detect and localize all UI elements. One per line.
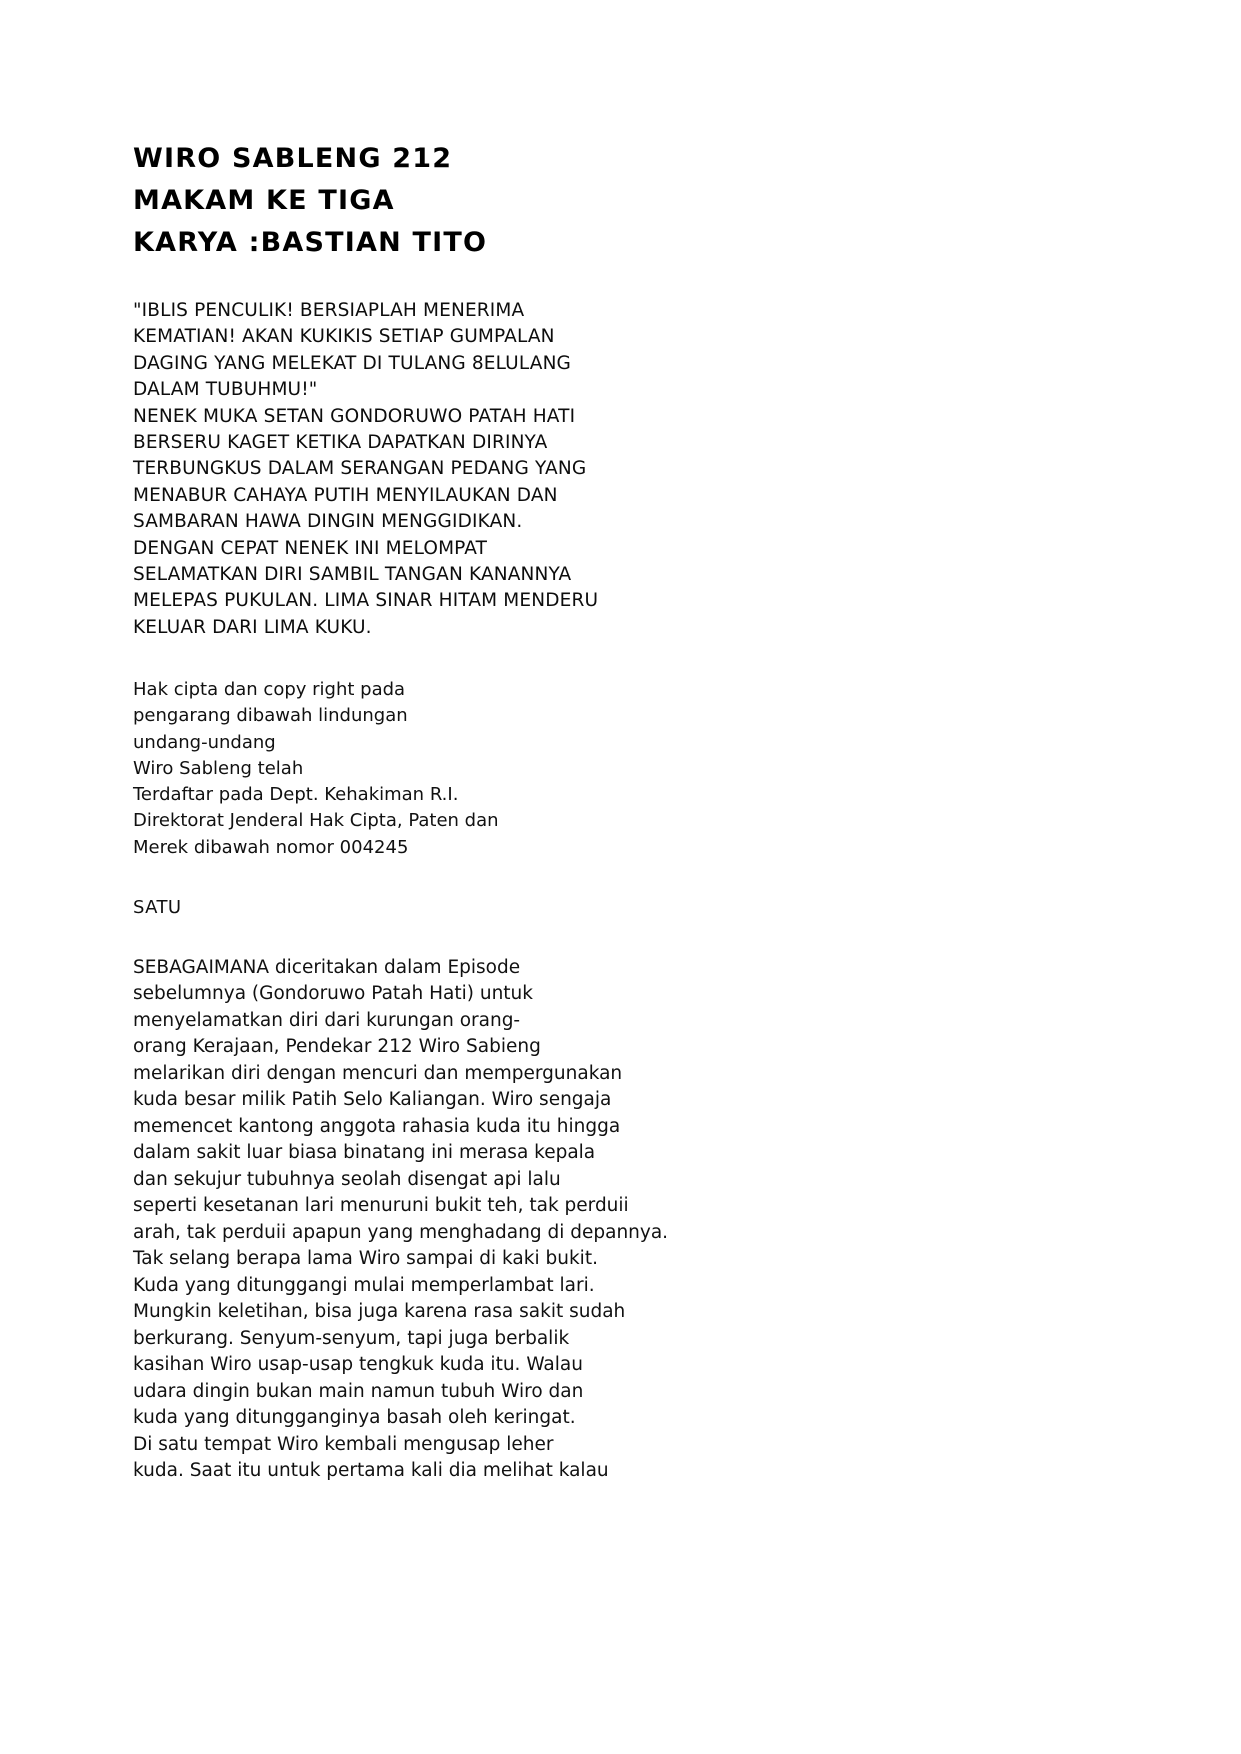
copyright-block	[133, 677, 833, 860]
quote-line: SELAMATKAN DIRI SAMBIL TANGAN KANANNYA	[133, 564, 572, 586]
body-line: melarikan diri dengan mencuri dan mempergunakan	[133, 1062, 623, 1084]
copyright-line: Terdaftar pada Dept. Kehakiman R.I.	[133, 784, 459, 806]
title-line-1: WIRO SABLENG 212	[133, 143, 453, 174]
document-content	[133, 138, 833, 1485]
quote-line: MENABUR CAHAYA PUTIH MENYILAUKAN DAN	[133, 484, 558, 506]
body-line: kuda besar milik Patih Selo Kaliangan. Wiro sengaja	[133, 1089, 612, 1111]
body-line: orang Kerajaan, Pendekar 212 Wiro Sabieng	[133, 1036, 541, 1058]
quote-line: MELEPAS PUKULAN. LIMA SINAR HITAM MENDERU	[133, 590, 599, 612]
body-line: udara dingin bukan main namun tubuh Wiro dan	[133, 1380, 584, 1402]
quote-line: KEMATIAN! AKAN KUKIKIS SETIAP GUMPALAN	[133, 326, 555, 348]
quote-line: KELUAR DARI LIMA KUKU.	[133, 616, 372, 638]
copyright-line: Wiro Sableng telah	[133, 757, 304, 779]
quote-line: NENEK MUKA SETAN GONDORUWO PATAH HATI	[133, 405, 576, 427]
body-line: sebelumnya (Gondoruwo Patah Hati) untuk	[133, 983, 533, 1005]
body-line: memencet kantong anggota rahasia kuda itu hingga	[133, 1115, 621, 1137]
quote-line: DAGING YANG MELEKAT DI TULANG 8ELULANG	[133, 352, 572, 374]
quote-line: "IBLIS PENCULIK! BERSIAPLAH MENERIMA	[133, 300, 525, 321]
title-line-3: KARYA :BASTIAN TITO	[133, 227, 488, 258]
quote-line: SAMBARAN HAWA DINGIN MENGGIDIKAN.	[133, 511, 523, 533]
body-line: Kuda yang ditunggangi mulai memperlambat lari.	[133, 1274, 595, 1296]
body-line: dan sekujur tubuhnya seolah disengat api lalu	[133, 1168, 561, 1190]
body-line: SEBAGAIMANA diceritakan dalam Episode	[133, 956, 521, 978]
copyright-line: Hak cipta dan copy right pada	[133, 679, 406, 701]
quote-line: TERBUNGKUS DALAM SERANGAN PEDANG YANG	[133, 458, 587, 480]
body-line: Mungkin keletihan, bisa juga karena rasa sakit sudah	[133, 1301, 626, 1323]
body-line: kuda. Saat itu untuk pertama kali dia melihat kalau	[133, 1460, 609, 1482]
body-line: kasihan Wiro usap-usap tengkuk kuda itu. Walau	[133, 1354, 583, 1376]
quote-line: DENGAN CEPAT NENEK INI MELOMPAT	[133, 537, 488, 559]
body-line: arah, tak perduii apapun yang menghadang di depannya.	[133, 1221, 669, 1243]
body-line: Tak selang berapa lama Wiro sampai di kaki bukit.	[133, 1248, 598, 1270]
copyright-line: Direktorat Jenderal Hak Cipta, Paten dan	[133, 810, 499, 832]
copyright-line: pengarang dibawah lindungan	[133, 705, 408, 727]
title-line-2: MAKAM KE TIGA	[133, 185, 395, 216]
quote-line: BERSERU KAGET KETIKA DAPATKAN DIRINYA	[133, 432, 548, 454]
body-line: seperti kesetanan lari menuruni bukit teh, tak perduii	[133, 1195, 629, 1217]
body-line: Di satu tempat Wiro kembali mengusap leher	[133, 1433, 554, 1455]
body-line: dalam sakit luar biasa binatang ini merasa kepala	[133, 1142, 596, 1164]
body-text	[133, 955, 833, 1485]
document-title	[133, 138, 833, 264]
copyright-line: undang-undang	[133, 731, 276, 753]
opening-quote-block	[133, 298, 833, 641]
body-line: menyelamatkan diri dari kurungan orang-	[133, 1009, 521, 1031]
copyright-line: Merek dibawah nomor 004245	[133, 836, 409, 858]
body-line: kuda yang ditungganginya basah oleh keringat.	[133, 1407, 576, 1429]
quote-line: DALAM TUBUHMU!"	[133, 379, 318, 401]
body-line: berkurang. Senyum-senyum, tapi juga berbalik	[133, 1327, 570, 1349]
chapter-heading: SATU	[133, 896, 182, 918]
